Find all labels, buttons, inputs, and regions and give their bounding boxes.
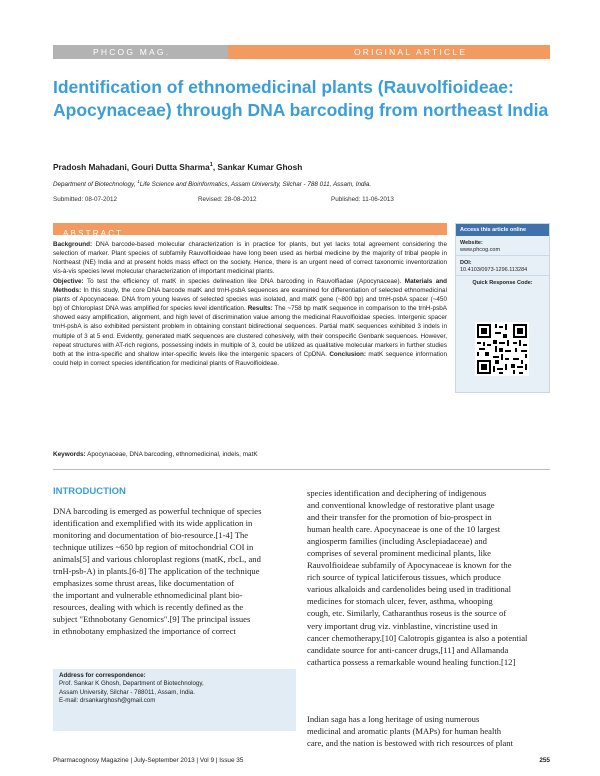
introduction-heading: INTRODUCTION [53,486,126,497]
intro-column-left [53,505,296,638]
text-line: cough, etc. Similarly, Catharanthus roseus is the source of [307,608,507,619]
text-line: Indian saga has a long heritage of using numerous [307,714,480,724]
text-line: and their transfer for the promotion of bio-prospect in [307,512,492,523]
affiliation: Department of Biotechnology, $^1$Life Science and Bioinformatics, Assam University, Silchar - 788 011, Assam, India. [53,179,372,189]
text-line: DNA barcoding is emerged as powerful technique of species [53,506,262,516]
abstract-body: Background: DNA barcode-based molecular characterization is in practice for plants, but yet lacks total agreement considering the selection of marker. Plant species of subfamily Rauvolfioideae have long been used as herbal medicine by the majority of tribal people in Northeast (NE) India and at present holds mass effect on the society. Hence, there is an urgent need of correct taxonomic inventorization vis-à-vis species level molecular characterization of important medicinal plants. Objective: To test the efficiency of matK in species delineation like DNA barcoding in Rauvolfiadae (Apocynaceae). Materials and Methods: In this study, the core DNA barcode matK and trnH-psbA sequences are examined for differentiation of selected ethnomedicinal plants of Apocynaceae. DNA from young leaves of selected species was isolated, and matK gene (~800 bp) and trnH-psbA spacer (~450 bp) of Chloroplast DNA was amplified for species level identification. Results: The ~758 bp matK sequence in comparison to the trnH-psbA showed easy amplification, alignment, and high level of discrimination value among the medicinal Rauvolfioidae species. Intergenic spacer trnH-psbA is also exhibited persistent problem in obtaining constant bidirectional sequences. Partial matK sequences exhibited 3 indels in multiple of 3 at 5 end. Evidently, generated matK sequences are clustered cohesively, with their conspecific Genbank sequences. However, repeat structures with AT-rich regions, possessing indels in multiple of 3, could be utilized as qualitative molecular markers in further studies both at the intra-specific and shallow inter-specific levels like the intergenic spacers of CpDNA. Conclusion: matK sequence information could help in correct species identification for medicinal plants of Rauvolfioideae. [53,241,448,368]
text-line: monitoring and documentation of bio-resource.[1-4] The [53,530,249,541]
text-line: subject "Ethnobotany Genomics".[9] The principal issues [53,614,251,625]
page-footer [53,757,550,764]
text-line: medicines for stomach ulcer, fever, asthma, whooping [307,596,493,607]
page-number: 255 [539,757,550,764]
text-line: angiosperm families (including Asclepiadaceae) and [307,536,487,547]
text-line: technique utilizes ~650 bp region of mitochondrial COI in [53,542,254,553]
keywords: Keywords: Apocynaceae, DNA barcoding, ethnomedicinal, indels, matK [53,451,258,458]
text-line: rich source of typical laticiferous tissues, which produce [307,572,501,583]
text-line: the important and vulnerable ethnomedicinal plant bio- [53,590,243,601]
correspondence-email[interactable]: E-mail: drsankarghosh@gmail.com [59,696,156,704]
correspondence-label: Address for correspondence: [59,672,146,679]
text-line: candidate source for anti-cancer drugs,[11] and Allamanda [307,644,509,655]
text-line: cathartica possess a remarkable wound healing function.[12] [307,656,516,667]
correspondence-line: Prof. Sankar K Ghosh, Department of Biotechnology, [59,680,204,688]
journal-banner [53,45,550,59]
journal-citation: Pharmacognosy Magazine | July-September 2013 | Vol 9 | Issue 35 [53,757,244,764]
doi-label: DOI: [460,260,472,266]
article-title: Identification of ethnomedicinal plants (Rauvolfioideae: Apocynaceae) through DNA barcoding from northeast India [53,77,549,120]
text-line: species identification and deciphering of indigenous [307,488,487,498]
access-header: Access this article online [456,224,549,236]
text-line: emphasizes some thrust areas, like documentation of [53,578,235,589]
text-line: in ethnobotany emphasized the importance of correct [53,626,236,637]
revised-date: Revised: 28-08-2012 [198,196,257,203]
access-online-box [455,223,550,393]
text-line: various alkaloids and cardenolides being used in traditional [307,584,512,595]
text-line: human health care. Apocynaceae is one of the 10 largest [307,524,501,535]
text-line: and conventional knowledge of restorative plant usage [307,500,495,511]
text-line: cancer chemotherapy.[10] Calotropis gigantea is also a potential [307,632,528,643]
author-list: Pradosh Mahadani, Gouri Dutta Sharma$^1$, Sankar Kumar Ghosh [53,162,303,172]
intro-column-right [307,487,550,668]
qr-label: Quick Response Code: [472,280,533,286]
text-line: resources, dealing with which is recently defined as the [53,602,244,613]
text-line: care, and the nation is bestowed with rich resources of plant [307,738,513,749]
text-line: animals[5] and various chloroplast regions (matK, rbcL, and [53,554,261,565]
journal-label: PHCOG MAG. [53,45,228,59]
website-link[interactable]: www.phcog.com [456,246,549,256]
qr-code-icon [475,322,529,376]
text-line: trnH-psb-A) in plants.[6-8] The application of the technique [53,566,260,577]
text-line: Rauvolfioideae subfamily of Apocynaceae is known for the [307,560,512,571]
submitted-date: Submitted: 08-07-2012 [53,196,118,203]
correspondence-box [53,669,296,731]
website-label: Website: [460,240,483,246]
article-type-label: ORIGINAL ARTICLE [228,45,550,59]
text-line: very important drug viz. vinblastine, vincristine used in [307,620,498,631]
intro-column-right-para2 [307,713,550,749]
published-date: Published: 11-06-2013 [331,196,394,203]
section-divider [53,469,550,470]
doi-link[interactable]: 10.4103/0973-1296.113284 [456,266,549,276]
text-line: identification and exemplified with its wide application in [53,518,253,529]
text-line: medicinal and aromatic plants (MAPs) for human health [307,726,502,737]
correspondence-line: Assam University, Silchar - 788011, Assam, India. [59,688,195,696]
text-line: comprises of several prominent medicinal plants, like [307,548,491,559]
abstract-header: ABSTRACT [53,223,447,235]
